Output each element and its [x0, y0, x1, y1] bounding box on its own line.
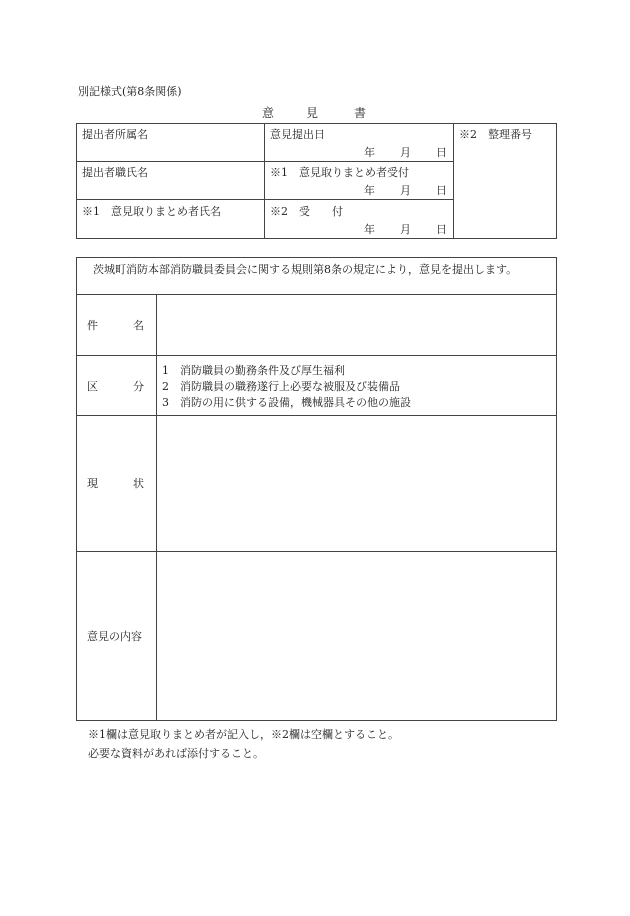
- divider: [76, 123, 77, 239]
- year-unit: 年: [364, 223, 375, 236]
- divider: [556, 123, 557, 239]
- divider: [76, 161, 454, 162]
- day-unit: 日: [436, 146, 447, 159]
- category-option-3[interactable]: 3 消防の用に供する設備，機械器具その他の施設: [162, 396, 411, 409]
- opinion-content-field[interactable]: [157, 552, 556, 720]
- divider: [76, 355, 557, 356]
- submit-date-label: 意見提出日: [270, 128, 325, 141]
- title-char-1: 意: [262, 106, 275, 120]
- form-reference: 別記様式(第8条関係): [78, 85, 182, 98]
- reference-number-label: ※2 整理番号: [459, 128, 532, 141]
- divider: [76, 257, 557, 258]
- day-unit: 日: [436, 223, 447, 236]
- divider: [556, 257, 557, 721]
- year-unit: 年: [364, 146, 375, 159]
- affiliation-label: 提出者所属名: [82, 128, 148, 141]
- day-unit: 日: [436, 184, 447, 197]
- month-unit: 月: [400, 223, 411, 236]
- position-name-label: 提出者職氏名: [82, 166, 148, 179]
- divider: [76, 238, 557, 239]
- category-label-a: 区: [87, 380, 98, 393]
- status-label-b: 状: [133, 477, 144, 490]
- status-label-a: 現: [87, 477, 98, 490]
- subject-label-a: 件: [87, 319, 98, 332]
- divider: [76, 199, 454, 200]
- compiler-name-label: ※1 意見取りまとめ者氏名: [82, 205, 221, 218]
- month-unit: 月: [400, 146, 411, 159]
- receipt-label: ※1 意見取りまとめ者受付: [270, 166, 409, 179]
- category-option-2[interactable]: 2 消防職員の職務遂行上必要な被服及び装備品: [162, 380, 400, 393]
- month-unit: 月: [400, 184, 411, 197]
- current-status-field[interactable]: [157, 416, 556, 551]
- divider: [453, 123, 454, 239]
- subject-field[interactable]: [157, 295, 556, 355]
- category-option-1[interactable]: 1 消防職員の勤務条件及び厚生福利: [162, 364, 345, 377]
- divider: [264, 123, 265, 239]
- title-char-3: 書: [354, 106, 367, 120]
- category-label-b: 分: [133, 380, 144, 393]
- intro-statement: 茨城町消防本部消防職員委員会に関する規則第8条の規定により，意見を提出します。: [93, 263, 518, 276]
- note-1: ※1欄は意見取りまとめ者が記入し，※2欄は空欄とすること。: [88, 728, 399, 741]
- divider: [76, 257, 77, 721]
- divider: [76, 720, 557, 721]
- title-char-2: 見: [306, 106, 319, 120]
- accept-label: ※2 受 付: [270, 205, 343, 218]
- opinion-content-label: 意見の内容: [87, 630, 142, 643]
- note-2: 必要な資料があれば添付すること。: [88, 747, 264, 760]
- divider: [76, 123, 557, 124]
- subject-label-b: 名: [133, 319, 144, 332]
- year-unit: 年: [364, 184, 375, 197]
